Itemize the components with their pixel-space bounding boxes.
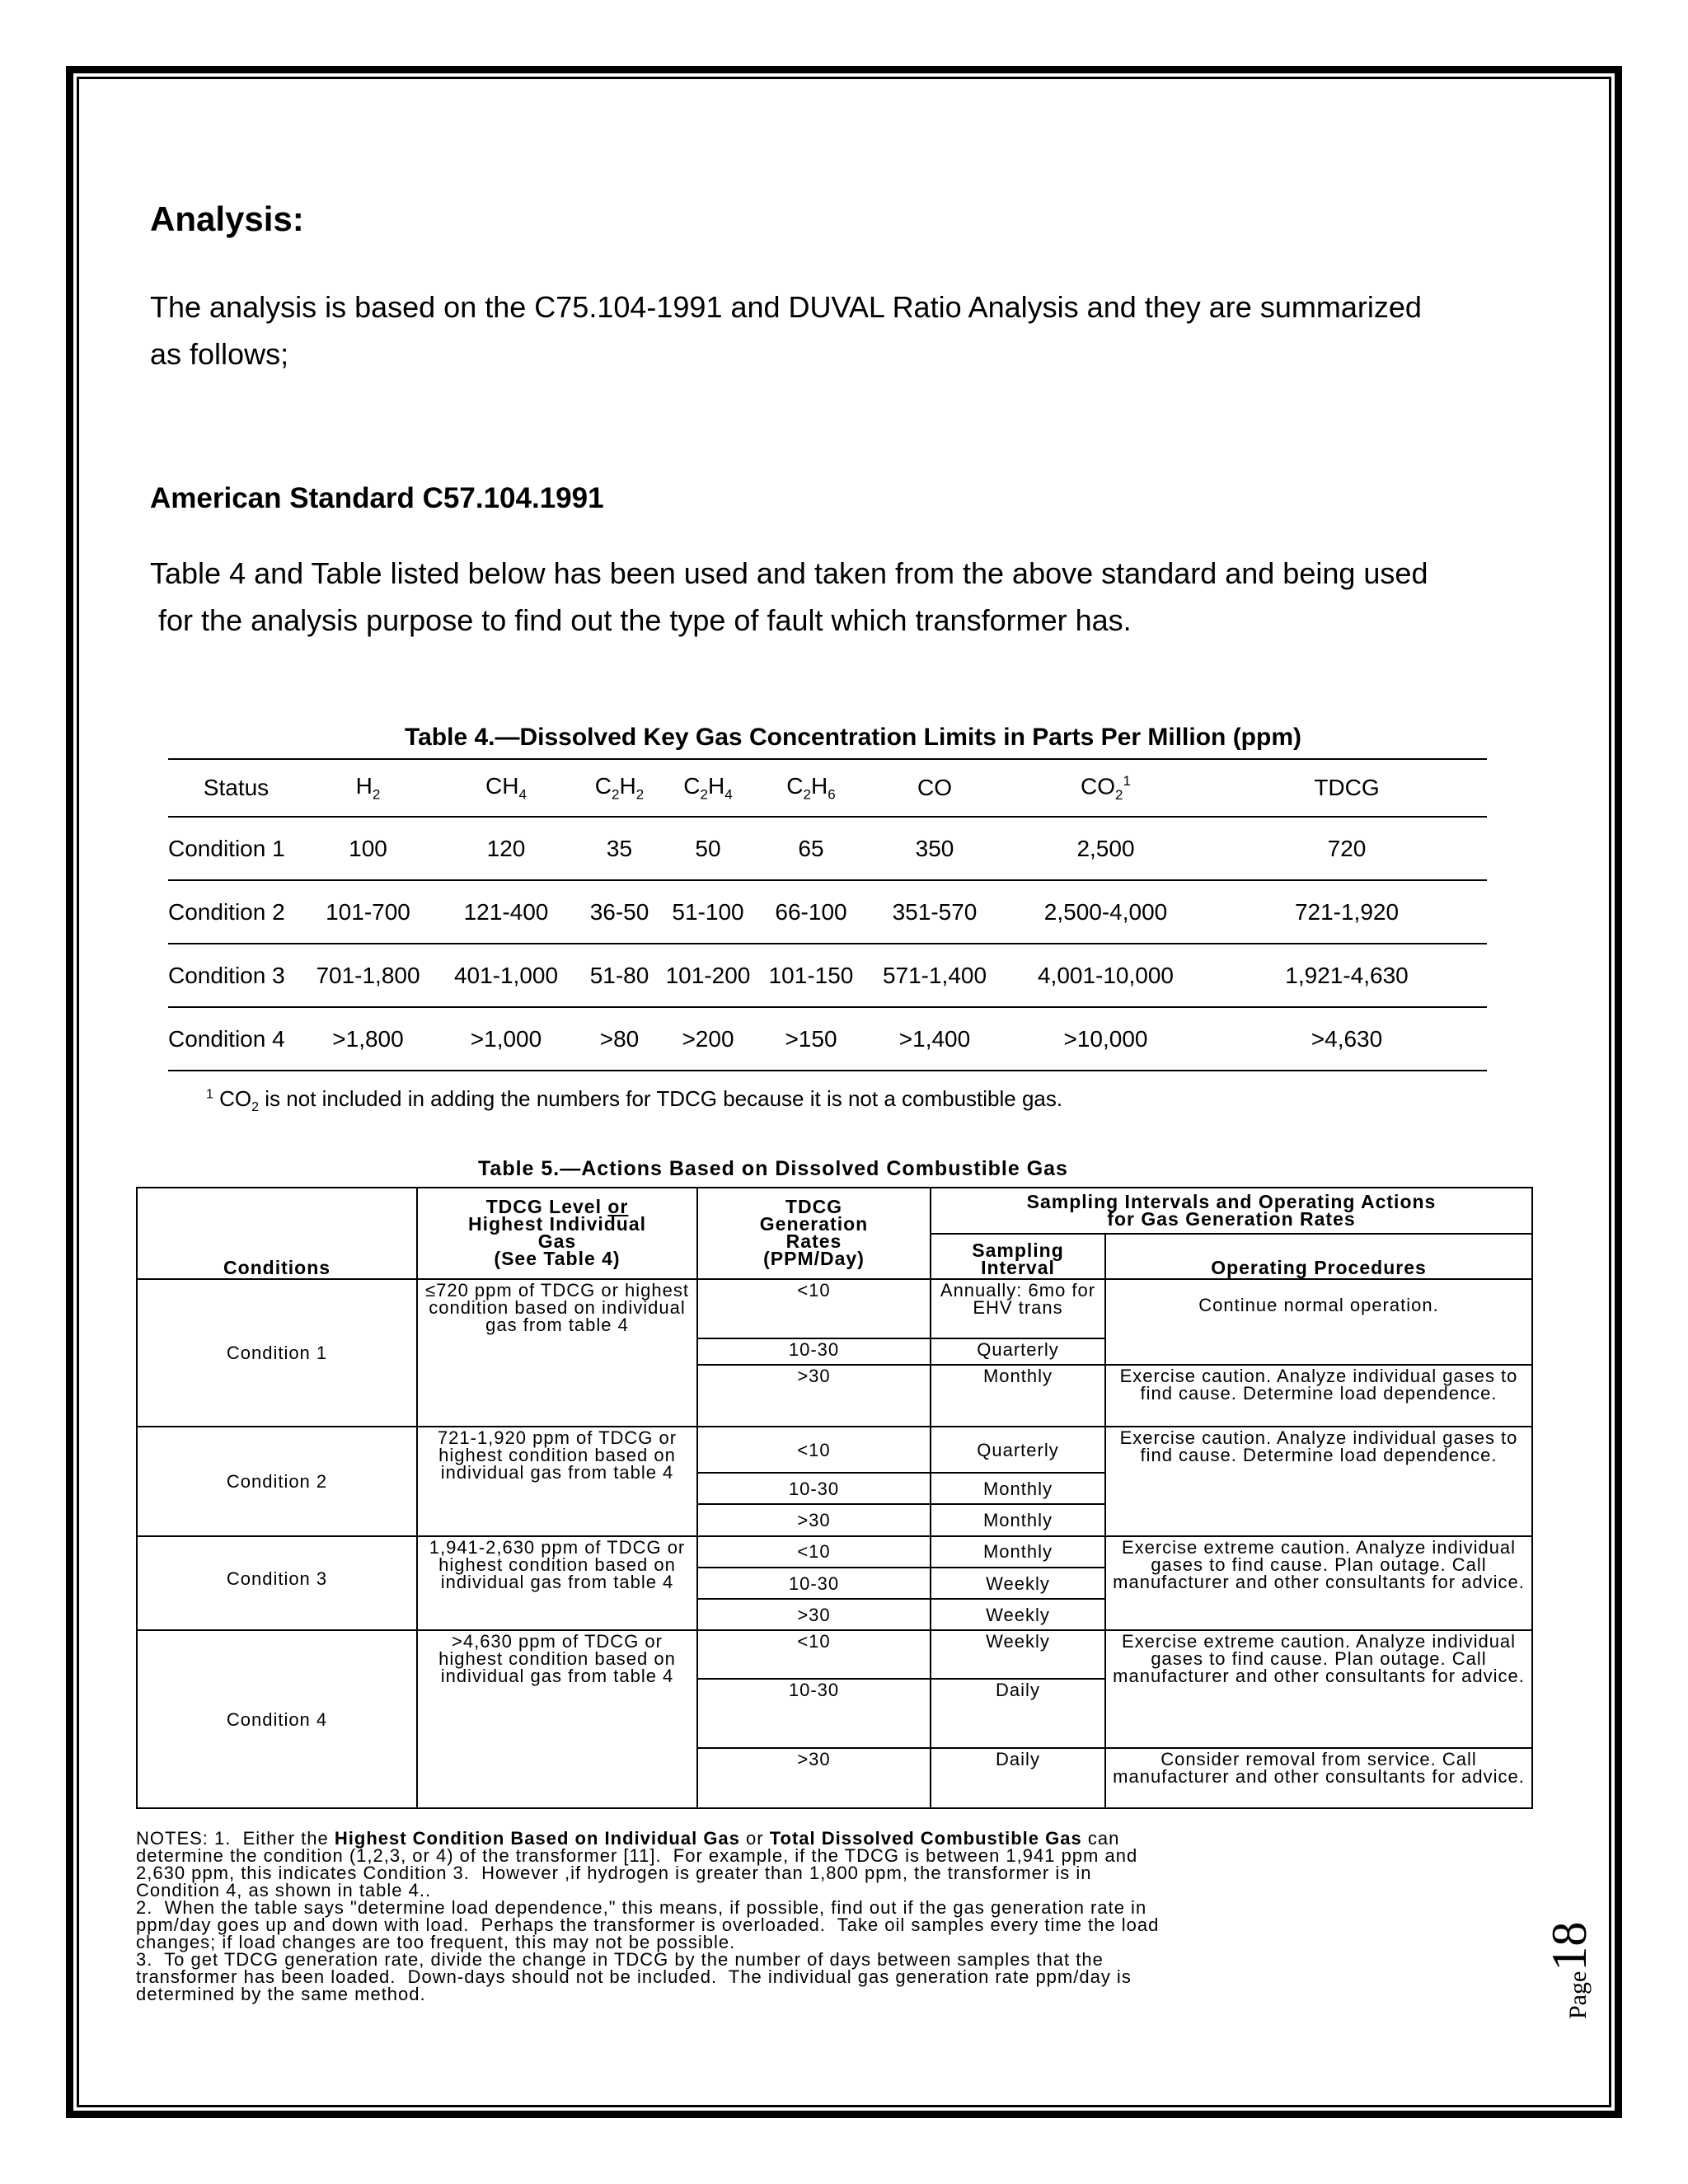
- table4-cell: Condition 4: [168, 1007, 304, 1071]
- table5-procedure-cell: Exercise caution. Analyze individual gases to find cause. Determine load dependence.: [1105, 1365, 1532, 1426]
- table4-cell: 350: [865, 817, 1005, 880]
- notes-line: Condition 4, as shown in table 4..: [136, 1880, 432, 1900]
- table5-interval-cell: Annually: 6mo for EHV trans: [931, 1279, 1105, 1338]
- table5-interval-cell: Daily: [931, 1748, 1105, 1808]
- table5-header-sampling-group: Sampling Intervals and Operating Actions for Gas Generation Rates: [931, 1188, 1532, 1234]
- table5-interval-cell: Monthly: [931, 1365, 1105, 1426]
- notes-line: NOTES: 1. Either the Highest Condition Based on Individual Gas or Total Dissolved Combustible Gas can: [136, 1828, 1120, 1849]
- table5-rate-cell: <10: [697, 1427, 931, 1473]
- table-intro-line-1: Table 4 and Table listed below has been used and taken from the above standard and being used: [150, 556, 1428, 590]
- analysis-heading: Analysis:: [150, 199, 304, 238]
- table4-cell: 51-80: [580, 944, 659, 1007]
- table4-row: [168, 880, 1487, 944]
- table4-row: [168, 1007, 1487, 1071]
- table4-cell: >1,400: [865, 1007, 1005, 1071]
- notes-line: changes; if load changes are too frequent, this may not be possible.: [136, 1932, 736, 1952]
- table5-row: [137, 1630, 1532, 1678]
- table5-header-rates: TDCG Generation Rates (PPM/Day): [697, 1188, 931, 1279]
- table5-header-row: [137, 1188, 1532, 1234]
- notes-line: 2,630 ppm, this indicates Condition 3. However ,if hydrogen is greater than 1,800 ppm, the transformer is in: [136, 1863, 1092, 1883]
- table4-cell: >4,630: [1207, 1007, 1487, 1071]
- table5-notes: [136, 1830, 1537, 2003]
- notes-line: determined by the same method.: [136, 1984, 426, 2004]
- table5-interval-cell: Weekly: [931, 1599, 1105, 1630]
- table4-cell: 66-100: [757, 880, 865, 944]
- table4-cell: 65: [757, 817, 865, 880]
- table4-cell: 36-50: [580, 880, 659, 944]
- table5-rate-cell: 10-30: [697, 1679, 931, 1749]
- table4-header-h2: $H_2$: [304, 759, 432, 817]
- table-intro-line-2: for the analysis purpose to find out the type of fault which transformer has.: [150, 603, 1132, 637]
- table5-condition-label: Condition 3: [137, 1536, 417, 1631]
- table5-procedure-cell: Exercise extreme caution. Analyze individual gases to find cause. Plan outage. Call manufacturer and other consultants for advice.: [1105, 1630, 1532, 1748]
- table5-interval-cell: Monthly: [931, 1504, 1105, 1535]
- table4-cell: >200: [659, 1007, 757, 1071]
- table4-cell: Condition 1: [168, 817, 304, 880]
- table5-row: [137, 1279, 1532, 1338]
- table5: [136, 1187, 1533, 1809]
- table5-rate-cell: >30: [697, 1504, 931, 1535]
- table4-header-tdcg: TDCG: [1207, 759, 1487, 817]
- table4-header-co2: $CO_2^1$: [1005, 759, 1207, 817]
- notes-line: determine the condition (1,2,3, or 4) of the transformer [11]. For example, if the TDCG is between 1,941 ppm and: [136, 1845, 1138, 1866]
- table5-interval-cell: Quarterly: [931, 1427, 1105, 1473]
- table5-procedure-cell: Continue normal operation.: [1105, 1279, 1532, 1366]
- table5-procedure-cell: Exercise caution. Analyze individual gases to find cause. Determine load dependence.: [1105, 1427, 1532, 1536]
- table5-rate-cell: >30: [697, 1365, 931, 1426]
- table5-rate-cell: 10-30: [697, 1568, 931, 1599]
- table5-rate-cell: 10-30: [697, 1338, 931, 1365]
- table4-cell: 2,500: [1005, 817, 1207, 880]
- table5-header-interval: Sampling Interval: [931, 1234, 1105, 1278]
- table4-cell: 401-1,000: [432, 944, 580, 1007]
- table4-cell: 121-400: [432, 880, 580, 944]
- notes-line: transformer has been loaded. Down-days should not be included. The individual gas generation rate ppm/day is: [136, 1966, 1132, 1987]
- table5-rate-cell: <10: [697, 1279, 931, 1338]
- table4-cell: 101-150: [757, 944, 865, 1007]
- table4-row: [168, 817, 1487, 880]
- table5-level-cell: >4,630 ppm of TDCG or highest condition based on individual gas from table 4: [417, 1630, 697, 1808]
- table5-interval-cell: Daily: [931, 1679, 1105, 1749]
- table5-procedure-cell: Consider removal from service. Call manufacturer and other consultants for advice.: [1105, 1748, 1532, 1808]
- table5-title: Table 5.—Actions Based on Dissolved Combustible Gas: [478, 1157, 1068, 1180]
- table4-header-co: CO: [865, 759, 1005, 817]
- table5-header-conditions: Conditions: [137, 1188, 417, 1279]
- table4: [168, 758, 1487, 1071]
- table4-cell: Condition 2: [168, 880, 304, 944]
- table4-footnote: $^1$ $CO_2$ is not included in adding the numbers for TDCG because it is not a combustible gas.: [206, 1086, 1063, 1115]
- table5-condition-label: Condition 4: [137, 1630, 417, 1808]
- table4-cell: 571-1,400: [865, 944, 1005, 1007]
- table5-interval-cell: Weekly: [931, 1630, 1105, 1678]
- table4-header-c2h4: $C_2H_4$: [659, 759, 757, 817]
- notes-line: 3. To get TDCG generation rate, divide the change in TDCG by the number of days between samples that the: [136, 1949, 1104, 1970]
- table4-cell: 701-1,800: [304, 944, 432, 1007]
- table4-cell: 101-200: [659, 944, 757, 1007]
- table5-interval-cell: Quarterly: [931, 1338, 1105, 1365]
- table5-rate-cell: <10: [697, 1536, 931, 1568]
- table4-header-row: [168, 759, 1487, 817]
- table4-cell: >10,000: [1005, 1007, 1207, 1071]
- table4-cell: >1,800: [304, 1007, 432, 1071]
- table5-level-cell: 721-1,920 ppm of TDCG or highest condition based on individual gas from table 4: [417, 1427, 697, 1536]
- table4-header-status: Status: [168, 759, 304, 817]
- table4-cell: 100: [304, 817, 432, 880]
- table5-row: [137, 1427, 1532, 1473]
- standard-heading: American Standard C57.104.1991: [150, 482, 604, 514]
- table4-cell: Condition 3: [168, 944, 304, 1007]
- table4-cell: >80: [580, 1007, 659, 1071]
- table4-cell: 35: [580, 817, 659, 880]
- table4-header-c2h2: $C_2H_2$: [580, 759, 659, 817]
- table5-condition-label: Condition 2: [137, 1427, 417, 1536]
- table4-cell: 351-570: [865, 880, 1005, 944]
- table5-condition-label: Condition 1: [137, 1279, 417, 1427]
- table4-cell: >150: [757, 1007, 865, 1071]
- table5-rate-cell: <10: [697, 1630, 931, 1678]
- notes-line: 2. When the table says "determine load dependence," this means, if possible, find out if the gas generation rate in: [136, 1897, 1147, 1918]
- table4-cell: 50: [659, 817, 757, 880]
- table4-cell: 721-1,920: [1207, 880, 1487, 944]
- table5-header-tdcg-level: TDCG Level or Highest Individual Gas (See Table 4): [417, 1188, 697, 1279]
- table4-cell: 120: [432, 817, 580, 880]
- table5-level-cell: 1,941-2,630 ppm of TDCG or highest condition based on individual gas from table 4: [417, 1536, 697, 1631]
- table4-cell: 51-100: [659, 880, 757, 944]
- page-number: [1541, 1922, 1598, 2019]
- table5-interval-cell: Monthly: [931, 1536, 1105, 1568]
- table4-title: Table 4.—Dissolved Key Gas Concentration Limits in Parts Per Million (ppm): [405, 724, 1301, 751]
- page-label: Page: [1564, 1971, 1592, 2019]
- table4-cell: 101-700: [304, 880, 432, 944]
- table4-cell: 4,001-10,000: [1005, 944, 1207, 1007]
- table4-cell: 1,921-4,630: [1207, 944, 1487, 1007]
- table4-cell: 2,500-4,000: [1005, 880, 1207, 944]
- table5-level-cell: ≤720 ppm of TDCG or highest condition based on individual gas from table 4: [417, 1279, 697, 1427]
- intro-line-2: as follows;: [150, 337, 289, 371]
- table5-header-procedures: Operating Procedures: [1105, 1234, 1532, 1278]
- page-number-value: 18: [1542, 1921, 1597, 1971]
- notes-line: ppm/day goes up and down with load. Perhaps the transformer is overloaded. Take oil samples every time the load: [136, 1915, 1160, 1935]
- table4-header-c2h6: $C_2H_6$: [757, 759, 865, 817]
- table5-interval-cell: Weekly: [931, 1568, 1105, 1599]
- table5-interval-cell: Monthly: [931, 1473, 1105, 1504]
- table4-cell: 720: [1207, 817, 1487, 880]
- table4-row: [168, 944, 1487, 1007]
- intro-line-1: The analysis is based on the C75.104-1991 and DUVAL Ratio Analysis and they are summarized: [150, 290, 1422, 324]
- table5-procedure-cell: Exercise extreme caution. Analyze individual gases to find cause. Plan outage. Call manufacturer and other consultants for advice.: [1105, 1536, 1532, 1631]
- table5-row: [137, 1536, 1532, 1568]
- table4-header-ch4: $CH_4$: [432, 759, 580, 817]
- table5-rate-cell: 10-30: [697, 1473, 931, 1504]
- table4-cell: >1,000: [432, 1007, 580, 1071]
- table5-rate-cell: >30: [697, 1599, 931, 1630]
- table5-rate-cell: >30: [697, 1748, 931, 1808]
